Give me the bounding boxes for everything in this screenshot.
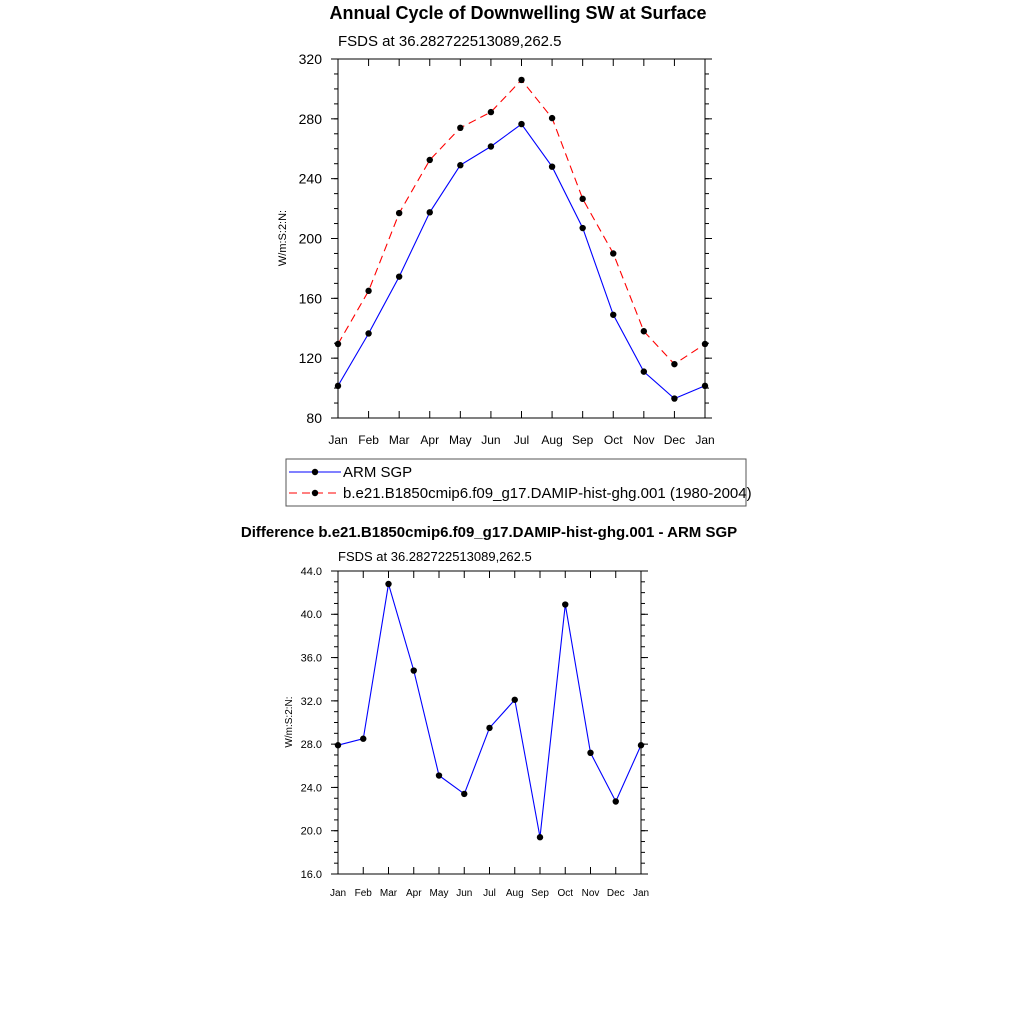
data-point <box>461 791 467 797</box>
data-point <box>411 667 417 673</box>
y-tick-label: 20.0 <box>300 825 322 838</box>
x-tick-label: Jan <box>632 888 650 899</box>
y-tick-label: 36.0 <box>300 652 322 665</box>
data-point <box>396 210 402 216</box>
y-tick-label: 44.0 <box>300 565 322 578</box>
chart1-title: Annual Cycle of Downwelling SW at Surface <box>329 3 707 23</box>
y-tick-label: 80 <box>306 410 322 427</box>
data-point <box>549 115 555 121</box>
data-point <box>610 312 616 318</box>
x-tick-label: Dec <box>663 433 686 447</box>
chart2-subtitle: FSDS at 36.282722513089,262.5 <box>338 549 532 564</box>
chart2-ylabel: W/m:S:2:N: <box>284 696 295 748</box>
data-point <box>365 288 371 294</box>
x-tick-label: Nov <box>633 433 655 447</box>
chart1-subtitle: FSDS at 36.282722513089,262.5 <box>338 33 562 50</box>
data-point <box>365 330 371 336</box>
x-tick-label: Jan <box>695 433 715 447</box>
x-tick-label: Mar <box>388 433 410 447</box>
data-point <box>488 143 494 149</box>
legend-label: ARM SGP <box>343 464 413 481</box>
data-point <box>613 798 619 804</box>
y-tick-label: 16.0 <box>300 868 322 881</box>
x-tick-label: Apr <box>420 433 440 447</box>
x-tick-label: Nov <box>581 888 600 899</box>
x-tick-label: Jun <box>481 433 501 447</box>
x-tick-label: Jul <box>513 433 530 447</box>
x-tick-label: Jun <box>456 888 473 899</box>
data-point <box>486 725 492 731</box>
data-point <box>579 196 585 202</box>
data-point <box>641 328 647 334</box>
x-tick-label: Sep <box>571 433 594 447</box>
data-point <box>610 250 616 256</box>
data-point <box>671 395 677 401</box>
chart1-legend <box>286 459 752 506</box>
legend-swatch-marker <box>312 469 318 475</box>
x-tick-label: May <box>429 888 449 899</box>
y-tick-label: 28.0 <box>300 739 322 752</box>
legend-swatch-marker <box>312 490 318 496</box>
legend-label: b.e21.B1850cmip6.f09_g17.DAMIP-hist-ghg.001 (1980-2004) <box>343 485 752 502</box>
data-point <box>427 209 433 215</box>
data-point <box>427 157 433 163</box>
data-point <box>457 125 463 131</box>
x-tick-label: Dec <box>606 888 625 899</box>
chart1-frame <box>338 59 705 418</box>
chart2-title: Difference b.e21.B1850cmip6.f09_g17.DAMIP-hist-ghg.001 - ARM SGP <box>240 524 738 541</box>
chart2-axes <box>301 566 649 899</box>
data-point <box>671 361 677 367</box>
chart1-plot-area <box>335 77 708 402</box>
data-point <box>385 581 391 587</box>
y-tick-label: 120 <box>298 350 322 367</box>
data-point <box>579 225 585 231</box>
data-point <box>537 834 543 840</box>
y-tick-label: 240 <box>298 170 322 187</box>
data-point <box>549 164 555 170</box>
data-point <box>436 772 442 778</box>
x-tick-label: Apr <box>405 888 422 899</box>
x-tick-label: Oct <box>557 888 574 899</box>
x-tick-label: Feb <box>358 433 379 447</box>
x-tick-label: Sep <box>531 888 549 899</box>
data-point <box>457 162 463 168</box>
x-tick-label: Feb <box>354 888 372 899</box>
x-tick-label: May <box>448 433 472 447</box>
chart1-ylabel: W/m:S:2:N: <box>277 209 289 267</box>
series-line <box>338 124 705 399</box>
data-point <box>562 601 568 607</box>
x-tick-label: Oct <box>603 433 623 447</box>
y-tick-label: 200 <box>298 230 322 247</box>
x-tick-label: Jan <box>329 888 347 899</box>
x-tick-label: Aug <box>541 433 563 447</box>
chart1-axes <box>299 51 715 447</box>
data-point <box>488 109 494 115</box>
chart2-plot-area <box>335 581 644 841</box>
data-point <box>641 368 647 374</box>
y-tick-label: 24.0 <box>300 782 322 795</box>
data-point <box>360 736 366 742</box>
y-tick-label: 160 <box>298 290 322 307</box>
y-tick-label: 32.0 <box>300 695 322 708</box>
y-tick-label: 40.0 <box>300 609 322 622</box>
y-tick-label: 280 <box>298 110 322 127</box>
y-tick-label: 320 <box>298 51 322 68</box>
data-point <box>587 750 593 756</box>
x-tick-label: Aug <box>505 888 524 899</box>
data-point <box>396 273 402 279</box>
x-tick-label: Jan <box>328 433 348 447</box>
data-point <box>512 697 518 703</box>
data-point <box>518 121 524 127</box>
data-point <box>518 77 524 83</box>
series-line <box>338 584 641 837</box>
x-tick-label: Jul <box>483 888 496 899</box>
x-tick-label: Mar <box>379 888 398 899</box>
